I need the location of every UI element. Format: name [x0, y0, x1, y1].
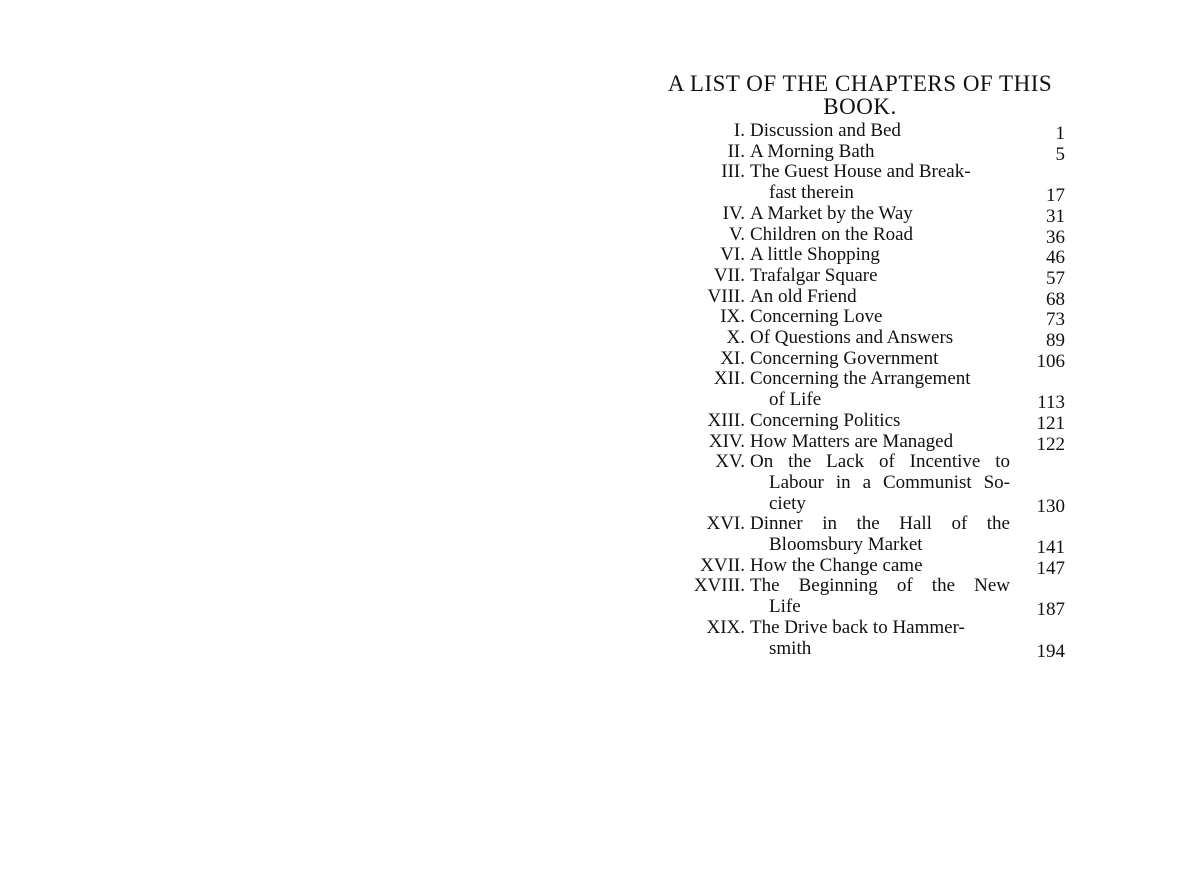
chapter-title-line: On the Lack of Incentive to: [750, 451, 1010, 473]
chapter-entry: [655, 349, 1065, 370]
chapter-numeral: X.: [726, 327, 745, 349]
chapter-numeral: I.: [733, 120, 745, 141]
chapter-title-line: A Market by the Way: [750, 202, 913, 224]
chapter-entry: [655, 451, 1065, 517]
chapter-title-line: The Guest House and Break-: [750, 161, 971, 183]
chapter-entry: [655, 556, 1065, 577]
chapter-title-line: Discussion and Bed: [750, 120, 901, 141]
chapter-title-line: smith: [769, 637, 812, 659]
chapter-title-line: ciety: [769, 492, 806, 514]
chapter-page-number: 36: [1046, 226, 1065, 248]
chapter-title-line: of Life: [769, 389, 822, 411]
chapter-numeral: XVI.: [706, 513, 745, 535]
chapter-numeral: XVIII.: [693, 575, 745, 597]
chapter-page-number: 122: [1036, 433, 1065, 455]
chapter-title: [750, 266, 1010, 287]
chapter-numeral: XVII.: [700, 554, 745, 576]
chapter-title-line: How the Change came: [750, 554, 923, 576]
chapter-entry: [655, 121, 1065, 142]
chapter-numeral: V.: [728, 223, 745, 245]
chapter-title: [750, 556, 1010, 577]
chapter-numeral: XV.: [715, 451, 745, 473]
chapter-entry: [655, 411, 1065, 432]
chapter-numeral: VI.: [720, 244, 745, 266]
chapter-page-number: 187: [1036, 599, 1065, 621]
chapter-title: [750, 432, 1010, 453]
chapter-title: [750, 369, 1010, 410]
chapter-numeral: II.: [727, 140, 745, 162]
chapter-numeral: XIV.: [708, 430, 745, 452]
chapter-title-line: Concerning the Arrangement: [750, 368, 971, 390]
chapter-entry: [655, 368, 1065, 414]
chapter-title-line: Concerning Love: [750, 306, 883, 328]
chapter-title-line: Dinner in the Hall of the: [750, 513, 1010, 535]
chapter-title: [750, 328, 1010, 349]
chapter-title: [750, 514, 1010, 555]
chapter-title-line: fast therein: [769, 182, 854, 204]
chapter-title: [750, 287, 1010, 308]
chapter-numeral: XIII.: [707, 409, 745, 431]
chapter-entry: [655, 161, 1065, 207]
chapter-title-line: Trafalgar Square: [750, 264, 878, 286]
chapter-title-line: Concerning Politics: [750, 409, 901, 431]
chapter-title: [750, 411, 1010, 432]
chapter-page-number: 5: [1055, 143, 1065, 165]
chapter-numeral: XII.: [713, 368, 745, 390]
chapter-entry: [655, 266, 1065, 287]
chapter-title: [750, 162, 1010, 203]
toc-heading-line-2: BOOK.: [823, 94, 897, 119]
chapter-page-number: 31: [1046, 205, 1065, 227]
chapter-page-number: 106: [1036, 350, 1065, 372]
chapter-title-line: Concerning Government: [750, 347, 939, 369]
chapter-page-number: 73: [1046, 309, 1065, 331]
chapter-title-line: The Drive back to Hammer-: [750, 616, 965, 638]
chapter-entry: [655, 287, 1065, 308]
chapter-title: [750, 142, 1010, 163]
chapter-page-number: 17: [1046, 185, 1065, 207]
chapter-page-number: 113: [1037, 392, 1065, 414]
chapter-title-line: The Beginning of the New: [750, 575, 1010, 597]
chapter-entry: [655, 306, 1065, 331]
chapter-numeral: IX.: [720, 306, 745, 328]
chapter-numeral: IV.: [722, 202, 745, 224]
chapter-title: [750, 204, 1010, 225]
chapter-page-number: 141: [1036, 537, 1065, 559]
chapter-title-line: Bloomsbury Market: [769, 534, 923, 556]
chapter-entry: [655, 575, 1065, 621]
chapter-entry: [655, 142, 1065, 163]
chapter-title-line: An old Friend: [750, 285, 857, 307]
chapter-numeral: XI.: [720, 347, 745, 369]
chapter-title: [750, 576, 1010, 617]
toc-heading-line-1: A LIST OF THE CHAPTERS OF THIS: [667, 71, 1053, 96]
chapter-numeral: VIII.: [707, 285, 745, 307]
chapter-numeral: XIX.: [706, 616, 745, 638]
chapter-entry: [655, 225, 1065, 246]
chapter-page-number: 121: [1036, 412, 1065, 434]
chapter-entry: [655, 244, 1065, 269]
chapter-page-number: 147: [1036, 557, 1065, 579]
chapter-page-number: 130: [1036, 495, 1065, 517]
chapter-title: [750, 618, 1010, 659]
chapter-page-number: 68: [1046, 288, 1065, 310]
chapter-entry: [655, 616, 1065, 662]
table-of-contents: [655, 71, 1065, 662]
chapter-title: [750, 349, 1010, 370]
chapter-title-line: A Morning Bath: [750, 140, 875, 162]
chapter-entry: [655, 513, 1065, 559]
chapter-title: [750, 245, 1010, 266]
chapter-title-line: How Matters are Managed: [750, 430, 954, 452]
chapter-page-number: 46: [1046, 247, 1065, 269]
chapter-title-line: Of Questions and Answers: [750, 327, 954, 349]
chapter-page-number: 57: [1046, 267, 1065, 289]
chapter-title-line: A little Shopping: [750, 244, 880, 266]
chapter-entry: [655, 432, 1065, 453]
chapter-numeral: III.: [721, 161, 745, 183]
chapter-numeral: VII.: [713, 264, 745, 286]
chapter-title: [750, 225, 1010, 246]
chapter-entry: [655, 327, 1065, 352]
toc-heading: [655, 72, 1065, 118]
chapter-list: [655, 120, 1065, 662]
chapter-page-number: 89: [1046, 330, 1065, 352]
chapter-page-number: 194: [1036, 640, 1065, 662]
chapter-title-line: Children on the Road: [750, 223, 914, 245]
chapter-title: [750, 121, 1010, 142]
chapter-page-number: 1: [1055, 123, 1065, 144]
chapter-title-line: Labour in a Communist So-: [769, 471, 1010, 493]
chapter-title-line: Life: [769, 596, 801, 618]
chapter-title: [750, 452, 1010, 514]
chapter-title: [750, 307, 1010, 328]
chapter-entry: [655, 204, 1065, 225]
